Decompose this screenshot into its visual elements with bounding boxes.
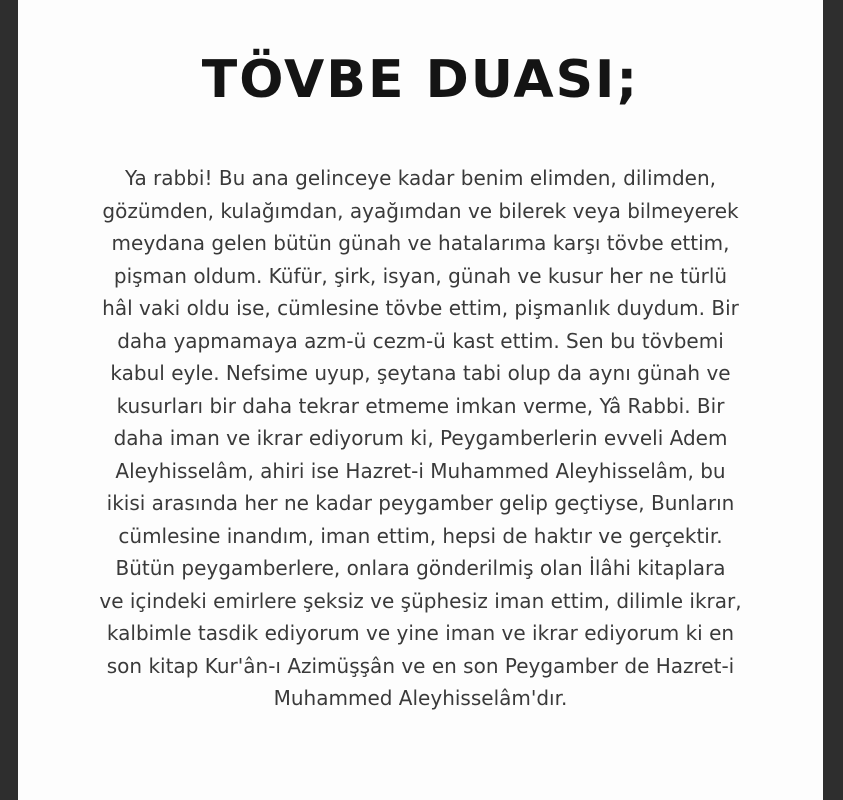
- text-line: Aleyhisselâm, ahiri ise Hazret-i Muhammed Aleyhisselâm, bu: [115, 458, 726, 483]
- page-title: TÖVBE DUASI;: [201, 50, 640, 110]
- text-line: kabul eyle. Nefsime uyup, şeytana tabi olup da aynı günah ve: [110, 361, 731, 385]
- text-line: kusurları bir daha tekrar etmeme imkan verme, Yâ Rabbi. Bir: [116, 393, 725, 418]
- prayer-page: [18, 0, 823, 800]
- text-line: son kitap Kur'ân-ı Azimüşşân ve en son Peygamber de Hazret-i: [106, 653, 735, 678]
- prayer-text: [38, 162, 803, 715]
- text-line: hâl vaki oldu ise, cümlesine tövbe ettim, pişmanlık duydum. Bir: [102, 296, 739, 320]
- text-line: daha yapmamaya azm-ü cezm-ü kast ettim. Sen bu tövbemi: [117, 328, 724, 353]
- text-line: Ya rabbi! Bu ana gelinceye kadar benim elimden, dilimden,: [124, 166, 717, 190]
- text-line: gözümden, kulağımdan, ayağımdan ve bilerek veya bilmeyerek: [102, 198, 739, 223]
- text-line: kalbimle tasdik ediyorum ve yine iman ve ikrar ediyorum ki en: [106, 621, 735, 645]
- text-line: ve içindeki emirlere şeksiz ve şüphesiz iman ettim, dilimle ikrar,: [99, 588, 742, 613]
- text-line: ikisi arasında her ne kadar peygamber gelip geçtiyse, Bunların: [106, 491, 735, 515]
- text-line: cümlesine inandım, iman ettim, hepsi de haktır ve gerçektir.: [118, 523, 723, 548]
- text-line: meydana gelen bütün günah ve hatalarıma karşı tövbe ettim,: [111, 231, 730, 255]
- text-line: Bütün peygamberlere, onlara gönderilmiş olan İlâhi kitaplara: [115, 556, 726, 580]
- text-line: daha iman ve ikrar ediyorum ki, Peygamberlerin evveli Adem: [113, 426, 728, 450]
- text-line: pişman oldum. Küfür, şirk, isyan, günah ve kusur her ne türlü: [113, 263, 728, 288]
- text-line: Muhammed Aleyhisselâm'dır.: [273, 686, 568, 710]
